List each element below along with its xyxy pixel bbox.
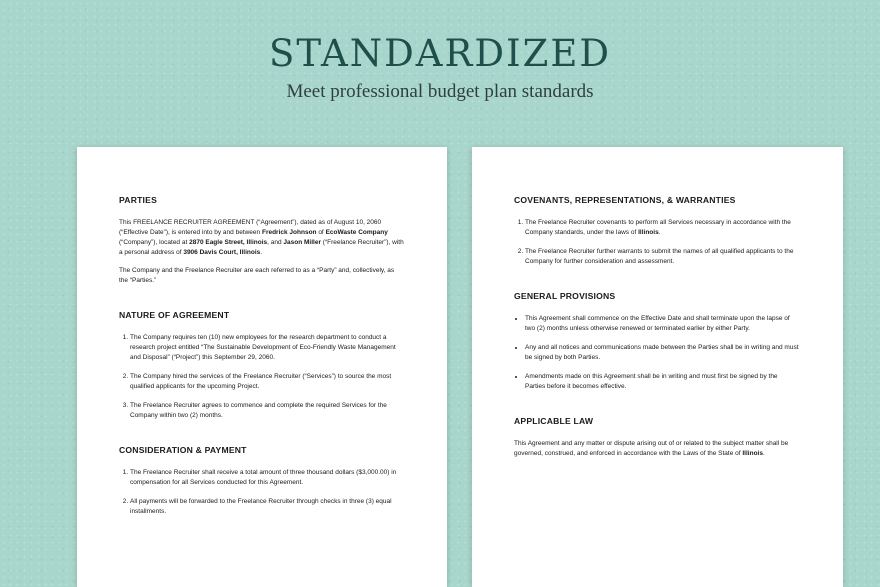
- hero-title: STANDARDIZED: [268, 32, 611, 75]
- state-name: Illinois: [742, 450, 763, 457]
- bullet-list: [514, 314, 799, 392]
- section-law: [514, 416, 799, 459]
- text-run: .: [658, 229, 661, 236]
- law-paragraph: [514, 439, 799, 459]
- text-run: This Agreement and any matter or dispute arising out of or related to the subject matter shall be governed, construed, and enforced in accordance with the Laws of the State of: [514, 440, 789, 457]
- text-run: of: [316, 229, 326, 236]
- section-heading: COVENANTS, REPRESENTATIONS, & WARRANTIES: [514, 195, 736, 205]
- numbered-list: [119, 468, 405, 517]
- list-item: • This Agreement shall commence on the Effective Date and shall terminate upon the lapse of two (2) months unless otherwise renewed or terminated earlier by either Party.: [525, 314, 799, 334]
- hero-subtitle: Meet professional budget plan standards: [286, 81, 594, 102]
- section-consideration: [119, 445, 405, 517]
- section-general: [514, 291, 799, 392]
- section-heading: CONSIDERATION & PAYMENT: [119, 445, 247, 455]
- recruiter-name: Jason Miller: [283, 239, 321, 246]
- numbered-list: [119, 333, 405, 421]
- section-heading: APPLICABLE LAW: [514, 416, 594, 426]
- section-heading: PARTIES: [119, 195, 158, 205]
- text-run: (“Company”), located at: [119, 239, 190, 246]
- text-run: (“Freelance Recruiter”), with a personal address of: [119, 239, 404, 256]
- text-run: , and: [267, 239, 284, 246]
- section-heading: NATURE OF AGREEMENT: [119, 310, 230, 320]
- text-run: .: [260, 249, 263, 256]
- text-run: The Freelance Recruiter covenants to perform all Services necessary in accordance with the Company standards, under the laws of: [525, 219, 791, 236]
- list-item: 3. The Freelance Recruiter agrees to commence and complete the required Services for the Company within two (2) months.: [130, 401, 405, 421]
- document-page-right: [472, 147, 843, 587]
- document-page-left: [77, 147, 447, 587]
- parties-paragraph: [119, 218, 405, 258]
- section-parties: [119, 195, 405, 286]
- list-item: • Any and all notices and communications made between the Parties shall be in writing and must be signed by both Parties.: [525, 343, 799, 363]
- list-item: 1. The Freelance Recruiter shall receive a total amount of three thousand dollars ($3,000.00) in compensation for all Services conducted for this Agreement.: [130, 468, 405, 488]
- list-item: [525, 218, 799, 238]
- section-heading: GENERAL PROVISIONS: [514, 291, 616, 301]
- recruiter-address: 3906 Davis Court, Illinois: [183, 249, 261, 256]
- list-item: • Amendments made on this Agreement shall be in writing and must first be signed by the Parties before it becomes effective.: [525, 372, 799, 392]
- company-name: EcoWaste Company: [325, 229, 388, 236]
- state-name: Illinois: [638, 229, 659, 236]
- list-item: 2. The Freelance Recruiter further warrants to submit the names of all qualified applicants to the Company for further consideration and assessment.: [525, 247, 799, 267]
- section-nature: [119, 310, 405, 421]
- list-item: 1. The Company requires ten (10) new employees for the research department to conduct a research project entitled “The Sustainable Development of Eco-Friendly Waste Management and Disposal” (“Project”) this September 29, 2060.: [130, 333, 405, 363]
- list-item: 2. The Company hired the services of the Freelance Recruiter (“Services”) to source the most qualified applicants for the upcoming Project.: [130, 372, 405, 392]
- text-run: .: [762, 450, 765, 457]
- section-covenants: [514, 195, 799, 267]
- text-run: This FREELANCE RECRUITER AGREEMENT (“Agreement”), dated as of August 10, 2060 (“Effective Date”), is entered into by and between: [119, 219, 382, 236]
- party-name: Fredrick Johnson: [261, 229, 317, 236]
- numbered-list: [514, 218, 799, 267]
- list-item: 2. All payments will be forwarded to the Freelance Recruiter through checks in three (3) equal installments.: [130, 497, 405, 517]
- company-address: 2870 Eagle Street, Illinois: [189, 239, 268, 246]
- parties-note: The Company and the Freelance Recruiter are each referred to as a “Party” and, collectively, as the “Parties.”: [119, 267, 395, 284]
